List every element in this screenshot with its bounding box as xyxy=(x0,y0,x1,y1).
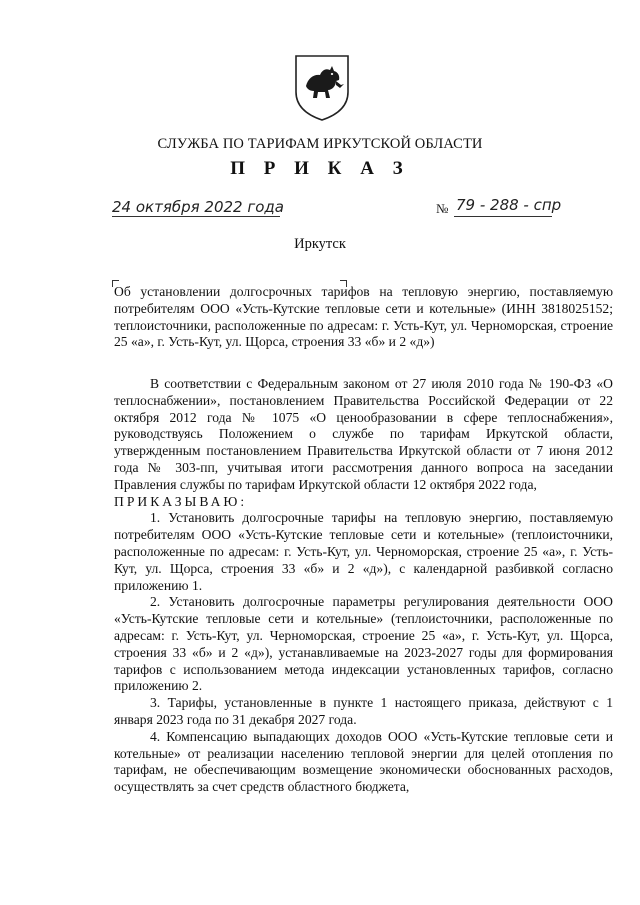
preamble: В соответствии с Федеральным законом от 27 июля 2010 года № 190-ФЗ «О теплоснабжении», постановлением Правительства Российской Федерации от 22 октября 2012 года № 1075 «О ценообразовании в сфере теплоснабжения», руководствуясь Положением о службе по тарифам Иркутской области, утвержденным постановлением Правительства Иркутской области от 7 июня 2012 года № 303-пп, учитывая итоги рассмотрения данного вопроса на заседании Правления службы по тарифам Иркутской области 12 октября 2022 года, xyxy=(114,376,613,492)
date-underline xyxy=(112,216,280,217)
order-subject: Об установлении долгосрочных тарифов на тепловую энергию, поставляемую потребителям ООО «Усть-Кутские тепловые сети и котельные» (ИНН 3818025152; теплоисточники, расположенные по адресам: г. Усть-Кут, ул. Черноморская, строение 25 «а», г. Усть-Кут, ул. Щорса, строения 33 «б» и 2 «д») xyxy=(114,284,613,350)
page-title: П Р И К А З xyxy=(230,158,410,179)
decree-word: ПРИКАЗЫВАЮ: xyxy=(114,493,248,509)
number-sign: № xyxy=(436,201,449,216)
order-date: 24 октября 2022 года xyxy=(112,198,284,216)
number-underline xyxy=(454,216,552,217)
order-number: 79 - 288 - спр xyxy=(456,196,562,214)
order-body xyxy=(114,376,613,796)
city: Иркутск xyxy=(294,236,346,252)
order-item-3: 3. Тарифы, установленные в пункте 1 настоящего приказа, действуют с 1 января 2023 года по 31 декабря 2027 года. xyxy=(114,695,613,727)
order-item-4: 4. Компенсацию выпадающих доходов ООО «Усть-Кутские тепловые сети и котельные» от реализации населению тепловой энергии для целей отопления по тарифам, не обеспечивающим возмещение экономически обоснованных расходов, осуществлять за счет средств областного бюджета, xyxy=(114,728,613,795)
agency-name: СЛУЖБА ПО ТАРИФАМ ИРКУТСКОЙ ОБЛАСТИ xyxy=(157,136,483,152)
coat-of-arms-icon xyxy=(292,52,352,122)
order-item-1: 1. Установить долгосрочные тарифы на тепловую энергию, поставляемую потребителям ООО «Усть-Кутские тепловые сети и котельные» (теплоисточники, расположенные по адресам: г. Усть-Кут, ул. Черноморская, строение 25 «а», г. Усть-Кут, ул. Щорса, строения 33 «б» и 2 «д»), с календарной разбивкой согласно приложению 1. xyxy=(114,510,613,593)
order-item-2: 2. Установить долгосрочные параметры регулирования деятельности ООО «Усть-Кутские тепловые сети и котельные» (теплоисточники, расположенные по адресам: г. Усть-Кут, ул. Черноморская, строение 25 «а», г. Усть-Кут, ул. Щорса, строения 33 «б» и 2 «д»), устанавливаемые на 2023-2027 годы для формирования тарифов с использованием метода индексации установленных тарифов, согласно приложению 2. xyxy=(114,594,613,694)
